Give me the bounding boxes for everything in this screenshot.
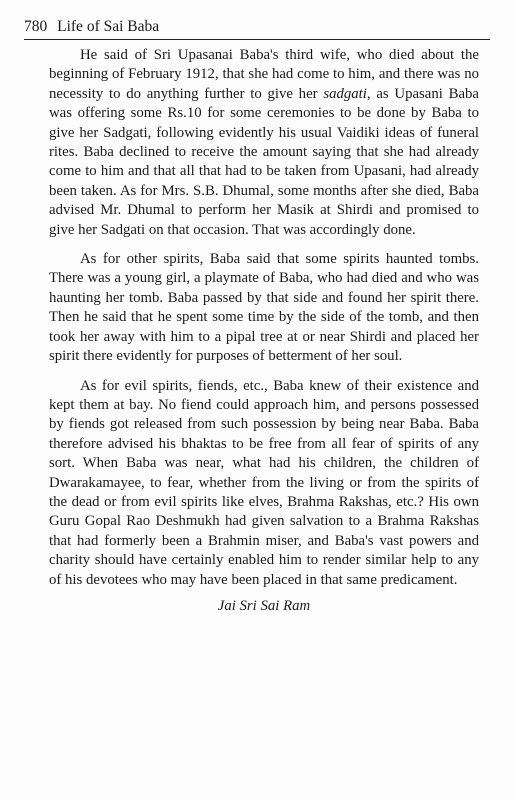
body-text — [49, 46, 479, 600]
paragraph-1-emphasis: sadgati — [323, 85, 367, 102]
running-title: Life of Sai Baba — [57, 18, 160, 35]
page-number: 780 — [24, 18, 48, 35]
header-rule — [24, 39, 490, 40]
running-header — [24, 18, 490, 36]
paragraph-3 — [49, 377, 479, 590]
paragraph-2 — [49, 250, 479, 366]
paragraph-1-text-b: , as Upasani Baba was offering some Rs.10 for some ceremonies to be done by Baba to give her Sadgati, following evidently his usual Vaidiki ideas of funeral rites. Baba declined to receive the amount saying that she had already come to him and that all that had to be taken from Upasani, had already been taken. As for Mrs. S.B. Dhumal, some months after she died, Baba advised Mr. Dhumal to perform her Masik at Shirdi and promised to give her Sadgati on that occasion. That was accordingly done. — [49, 85, 479, 238]
paragraph-3-text: As for evil spirits, fiends, etc., Baba knew of their existence and kept them at bay. No fiend could approach him, and persons possessed by fiends got released from such possession by being near Baba. Baba therefore advised his bhaktas to be free from all fear of spirits of any sort. When Baba was near, what had his children, the children of Dwarakamayee, to fear, whether from the living or from the spirits of the dead or from evil spirits like elves, Brahma Rakshas, etc.? His own Guru Gopal Rao Deshmukh had given salvation to a Brahma Rakshas that had formerly been a Brahmin miser, and Baba's vast powers and charity should have certainly enabled him to render similar help to any of his devotees who may have been placed in that same predicament. — [49, 377, 479, 588]
paragraph-2-text: As for other spirits, Baba said that some spirits haunted tombs. There was a young girl, a playmate of Baba, who had died and who was haunting her tomb. Baba passed by that side and found her spirit there. Then he said that he spent some time by the side of the tomb, and then took her away with him to a pipal tree at or near Shirdi and placed her spirit there evidently for purposes of betterment of her soul. — [49, 251, 479, 365]
signoff: Jai Sri Sai Ram — [217, 598, 311, 614]
paragraph-1 — [49, 46, 479, 240]
paragraph-1-text-a: He said of Sri Upasanai Baba's third wife, who died about the beginning of February 1912, that she had come to him, and there was no necessity to do anything further to give her — [49, 47, 479, 102]
